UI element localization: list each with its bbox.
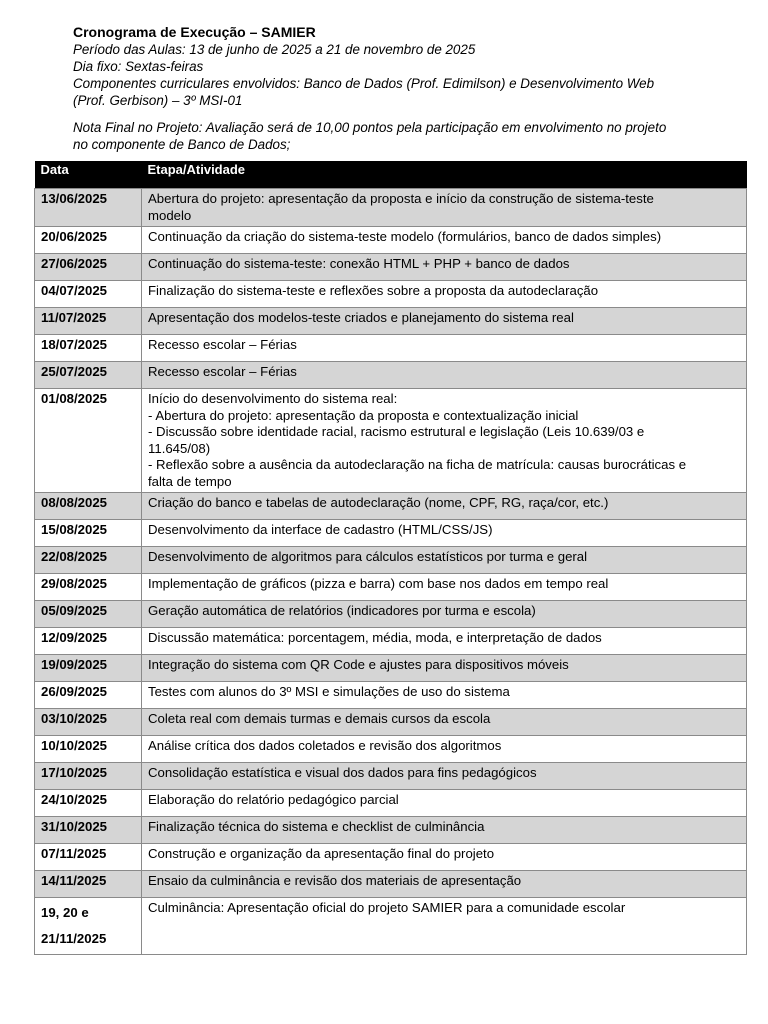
table-row	[35, 709, 747, 736]
row-activity-line: Início do desenvolvimento do sistema real:	[148, 391, 398, 406]
schedule-table-body	[35, 189, 747, 955]
row-activity-line: falta de tempo	[148, 473, 232, 489]
row-activity	[142, 574, 747, 601]
row-activity	[142, 790, 747, 817]
table-row	[35, 898, 747, 955]
table-row	[35, 254, 747, 281]
row-activity-line: Geração automática de relatórios (indicadores por turma e escola)	[148, 603, 536, 618]
row-date	[35, 898, 142, 955]
row-activity	[142, 493, 747, 520]
row-activity-line: - Reflexão sobre a ausência da autodeclaração na ficha de matrícula: causas burocráticas e	[148, 457, 687, 472]
row-date: 15/08/2025	[35, 520, 142, 547]
table-row	[35, 628, 747, 655]
row-activity-line: Consolidação estatística e visual dos dados para fins pedagógicos	[148, 765, 537, 780]
table-row	[35, 389, 747, 493]
row-date: 26/09/2025	[35, 682, 142, 709]
row-date: 24/10/2025	[35, 790, 142, 817]
row-date: 22/08/2025	[35, 547, 142, 574]
row-date-line: 19, 20 e	[41, 905, 89, 920]
table-row	[35, 574, 747, 601]
row-activity-line: Continuação do sistema-teste: conexão HTML + PHP + banco de dados	[148, 256, 570, 271]
row-activity	[142, 655, 747, 682]
row-date: 01/08/2025	[35, 389, 142, 493]
row-activity-line: - Discussão sobre identidade racial, racismo estrutural e legislação (Leis 10.639/03 e	[148, 424, 645, 439]
note-line-1: Nota Final no Projeto: Avaliação será de 10,00 pontos pela participação em envolvimento no projeto	[73, 120, 667, 135]
row-activity-line: modelo	[148, 207, 192, 223]
fixed-day-line: Dia fixo: Sextas-feiras	[73, 59, 204, 74]
row-date: 29/08/2025	[35, 574, 142, 601]
column-header-activity: Etapa/Atividade	[142, 161, 747, 189]
row-activity-line: Construção e organização da apresentação final do projeto	[148, 846, 495, 861]
table-row	[35, 817, 747, 844]
row-activity-line: Análise crítica dos dados coletados e revisão dos algoritmos	[148, 738, 502, 753]
row-activity-line: 11.645/08)	[148, 440, 211, 456]
table-row	[35, 520, 747, 547]
row-date: 20/06/2025	[35, 227, 142, 254]
row-activity	[142, 601, 747, 628]
row-date: 10/10/2025	[35, 736, 142, 763]
row-activity-line: Culminância: Apresentação oficial do projeto SAMIER para a comunidade escolar	[148, 900, 626, 915]
period-line: Período das Aulas: 13 de junho de 2025 a 21 de novembro de 2025	[73, 42, 476, 57]
row-activity	[142, 189, 747, 227]
row-activity-line: Coleta real com demais turmas e demais cursos da escola	[148, 711, 491, 726]
row-activity	[142, 628, 747, 655]
row-activity-line: Testes com alunos do 3º MSI e simulações de uso do sistema	[148, 684, 510, 699]
row-date: 08/08/2025	[35, 493, 142, 520]
row-activity	[142, 871, 747, 898]
row-activity-line: - Abertura do projeto: apresentação da proposta e contextualização inicial	[148, 407, 579, 423]
table-row	[35, 655, 747, 682]
row-activity	[142, 763, 747, 790]
row-activity-line: Ensaio da culminância e revisão dos materiais de apresentação	[148, 873, 522, 888]
column-header-date: Data	[35, 161, 142, 189]
row-date: 25/07/2025	[35, 362, 142, 389]
row-date-line: 21/11/2025	[41, 931, 107, 946]
components-line-1: Componentes curriculares envolvidos: Banco de Dados (Prof. Edimilson) e Desenvolvimento Web	[73, 76, 655, 91]
row-date: 18/07/2025	[35, 335, 142, 362]
row-activity-line: Implementação de gráficos (pizza e barra) com base nos dados em tempo real	[148, 576, 609, 591]
row-activity	[142, 254, 747, 281]
components-line-2: (Prof. Gerbison) – 3º MSI-01	[73, 93, 243, 108]
row-date: 07/11/2025	[35, 844, 142, 871]
row-date: 11/07/2025	[35, 308, 142, 335]
row-activity-line: Desenvolvimento da interface de cadastro (HTML/CSS/JS)	[148, 522, 493, 537]
document-header	[73, 24, 746, 153]
row-activity-line: Finalização técnica do sistema e checklist de culminância	[148, 819, 485, 834]
row-date: 17/10/2025	[35, 763, 142, 790]
row-activity	[142, 547, 747, 574]
table-row	[35, 362, 747, 389]
table-row	[35, 189, 747, 227]
table-row	[35, 335, 747, 362]
row-activity-line: Integração do sistema com QR Code e ajustes para dispositivos móveis	[148, 657, 569, 672]
row-activity	[142, 709, 747, 736]
table-row	[35, 308, 747, 335]
table-row	[35, 601, 747, 628]
row-activity-line: Recesso escolar – Férias	[148, 337, 297, 352]
document-title: Cronograma de Execução – SAMIER	[73, 24, 316, 40]
row-activity-line: Abertura do projeto: apresentação da proposta e início da construção de sistema-teste	[148, 191, 654, 206]
table-header-row	[35, 161, 747, 189]
row-date: 04/07/2025	[35, 281, 142, 308]
table-row	[35, 547, 747, 574]
row-activity	[142, 682, 747, 709]
row-date: 03/10/2025	[35, 709, 142, 736]
note-line-2: no componente de Banco de Dados;	[73, 137, 291, 152]
row-activity	[142, 308, 747, 335]
row-activity	[142, 362, 747, 389]
row-activity	[142, 520, 747, 547]
table-row	[35, 763, 747, 790]
document	[34, 24, 746, 955]
row-activity	[142, 817, 747, 844]
row-activity-line: Recesso escolar – Férias	[148, 364, 297, 379]
table-row	[35, 790, 747, 817]
row-date: 13/06/2025	[35, 189, 142, 227]
row-activity	[142, 335, 747, 362]
row-activity-line: Apresentação dos modelos-teste criados e planejamento do sistema real	[148, 310, 574, 325]
row-date: 14/11/2025	[35, 871, 142, 898]
row-activity-line: Discussão matemática: porcentagem, média, moda, e interpretação de dados	[148, 630, 602, 645]
row-activity-line: Criação do banco e tabelas de autodeclaração (nome, CPF, RG, raça/cor, etc.)	[148, 495, 609, 510]
table-row	[35, 844, 747, 871]
table-row	[35, 682, 747, 709]
row-activity	[142, 281, 747, 308]
row-activity	[142, 227, 747, 254]
table-row	[35, 493, 747, 520]
row-date: 31/10/2025	[35, 817, 142, 844]
row-date: 12/09/2025	[35, 628, 142, 655]
row-activity-line: Elaboração do relatório pedagógico parcial	[148, 792, 399, 807]
row-activity-line: Desenvolvimento de algoritmos para cálculos estatísticos por turma e geral	[148, 549, 588, 564]
row-date: 19/09/2025	[35, 655, 142, 682]
row-activity	[142, 736, 747, 763]
row-activity-line: Continuação da criação do sistema-teste modelo (formulários, banco de dados simples)	[148, 229, 662, 244]
table-row	[35, 871, 747, 898]
table-row	[35, 227, 747, 254]
table-row	[35, 736, 747, 763]
table-row	[35, 281, 747, 308]
row-date: 27/06/2025	[35, 254, 142, 281]
row-date: 05/09/2025	[35, 601, 142, 628]
row-activity	[142, 898, 747, 955]
row-activity	[142, 844, 747, 871]
row-activity-line: Finalização do sistema-teste e reflexões sobre a proposta da autodeclaração	[148, 283, 599, 298]
schedule-table	[34, 161, 747, 955]
row-activity	[142, 389, 747, 493]
